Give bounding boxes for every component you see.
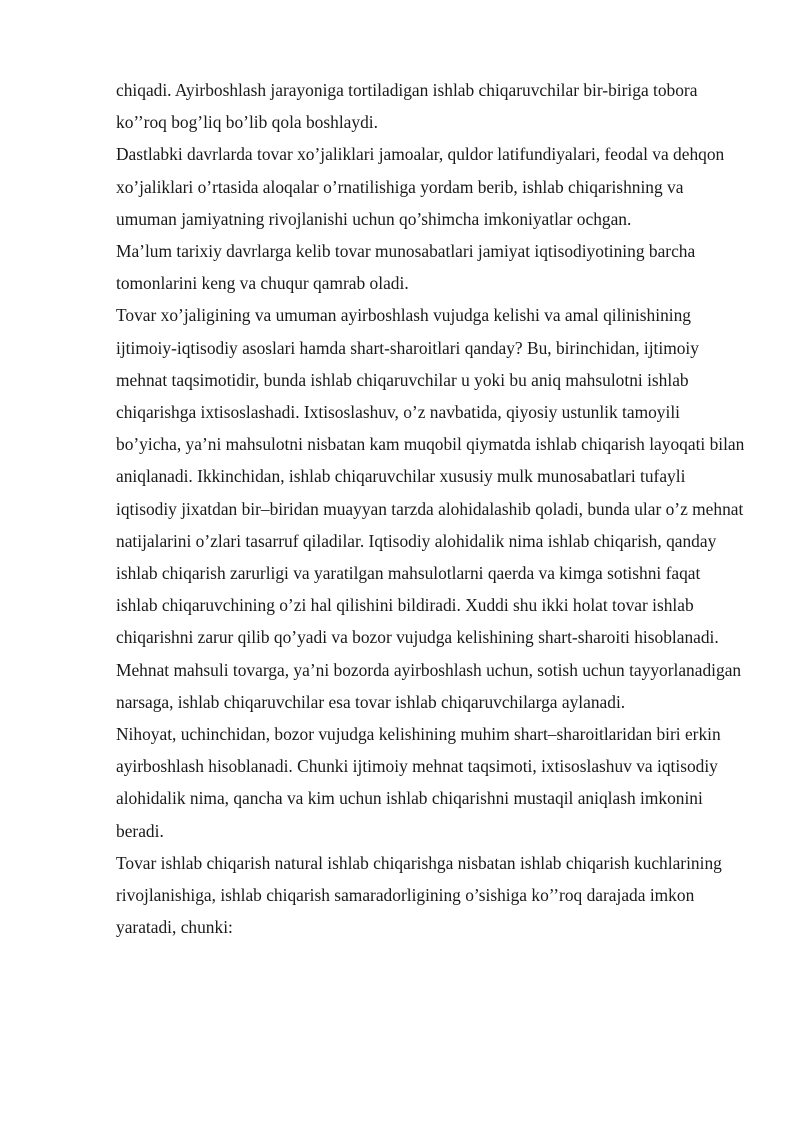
paragraph: chiqadi. Ayirboshlash jarayoniga tortiladigan ishlab chiqaruvchilar bir-biriga tobora ko’’roq bog’liq bo’lib qola boshlaydi.: [116, 80, 698, 133]
document-body: [116, 74, 746, 943]
paragraph: Nihoyat, uchinchidan, bozor vujudga kelishining muhim shart–sharoitlaridan biri erkin ayirboshlash hisoblanadi. Chunki ijtimoiy mehnat taqsimoti, ixtisoslashuv va iqtisodiy alohidalik nima, qancha va kim uchun ishlab chiqarishni mustaqil aniqlash imkonini beradi.: [116, 724, 721, 841]
paragraph: Tovar xo’jaligining va umuman ayirboshlash vujudga kelishi va amal qilinishining ijtimoiy-iqtisodiy asoslari hamda shart-sharoitlari qanday? Bu, birinchidan, ijtimoiy mehnat taqsimotidir, bunda ishlab chiqaruvchilar u yoki bu aniq mahsulotni ishlab chiqarishga ixtisoslashadi. Ixtisoslashuv, o’z navbatida, qiyosiy ustunlik tamoyili bo’yicha, ya’ni mahsulotni nisbatan kam muqobil qiymatda ishlab chiqarish layoqati bilan aniqlanadi. Ikkinchidan, ishlab chiqaruvchilar xususiy mulk munosabatlari tufayli iqtisodiy jixatdan bir–biridan muayyan tarzda alohidalashib qoladi, bunda ular o’z mehnat natijalarini o’zlari tasarruf qiladilar. Iqtisodiy alohidalik nima ishlab chiqarish, qanday ishlab chiqarish zarurligi va yaratilgan mahsulotlarni qaerda va kimga sotishni faqat ishlab chiqaruvchining o’zi hal qilishini bildiradi. Xuddi shu ikki holat tovar ishlab chiqarishni zarur qilib qo’yadi va bozor vujudga kelishining shart-sharoiti hisoblanadi. Mehnat mahsuli tovarga, ya’ni bozorda ayirboshlash uchun, sotish uchun tayyorlanadigan narsaga, ishlab chiqaruvchilar esa tovar ishlab chiqaruvchilarga aylanadi.: [116, 305, 745, 712]
paragraph: Tovar ishlab chiqarish natural ishlab chiqarishga nisbatan ishlab chiqarish kuchlarining rivojlanishiga, ishlab chiqarish samaradorligining o’sishiga ko’’roq darajada imkon yaratadi, chunki:: [116, 852, 722, 938]
paragraph: Dastlabki davrlarda tovar xo’jaliklari jamoalar, quldor latifundiyalari, feodal va dehqon xo’jaliklari o’rtasida aloqalar o’rnatilishiga yordam berib, ishlab chiqarishning va umuman jamiyatning rivojlanishi uchun qo’shimcha imkoniyatlar ochgan.: [116, 144, 725, 229]
paragraph: Ma’lum tarixiy davrlarga kelib tovar munosabatlari jamiyat iqtisodiyotining barcha tomonlarini keng va chuqur qamrab oladi.: [116, 241, 696, 294]
